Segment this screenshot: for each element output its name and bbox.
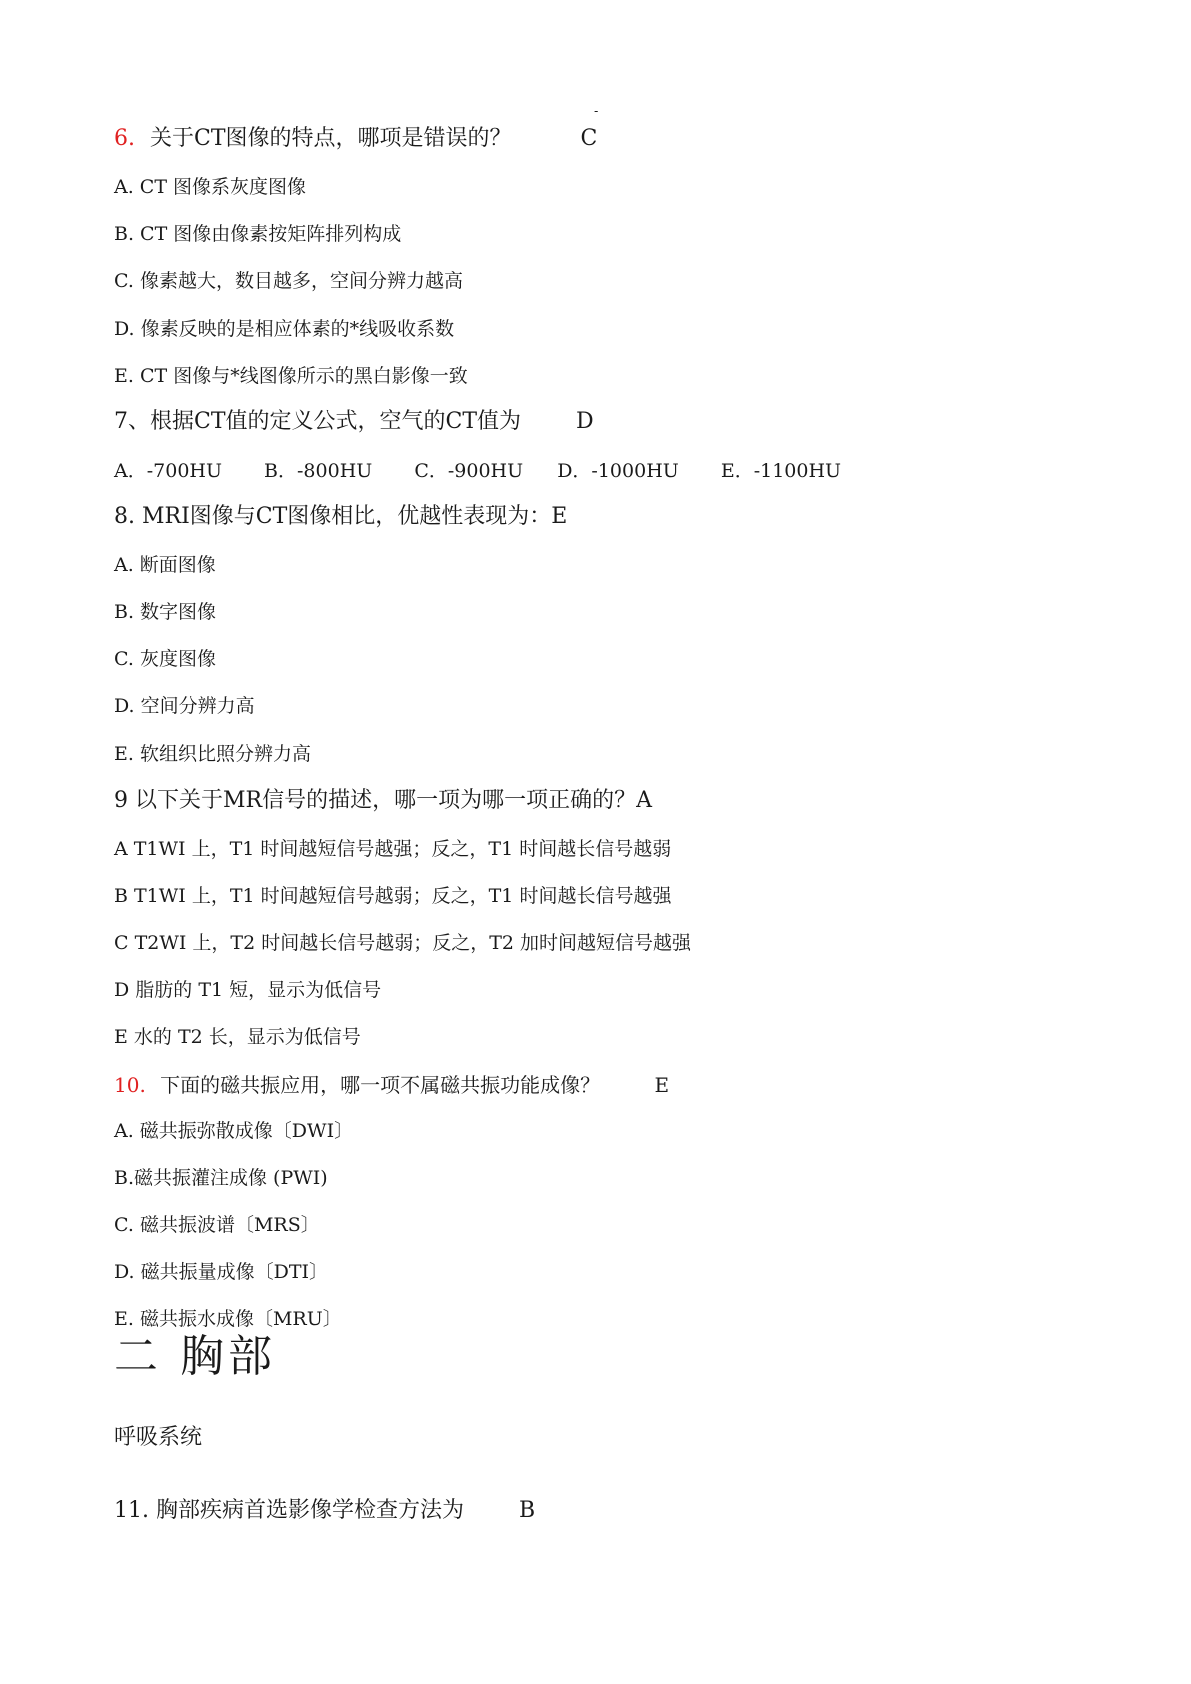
question-10 [114, 1075, 669, 1095]
question-6-option-c: C. 像素越大，数目越多，空间分辨力越高 [114, 270, 463, 292]
question-6-option-e: E. CT 图像与*线图像所示的黑白影像一致 [114, 365, 468, 387]
question-10-number: 10. [114, 1073, 146, 1097]
header-mark: - [594, 104, 599, 118]
question-6-answer: C [580, 126, 598, 151]
question-9-option-c: C T2WI 上，T2 时间越长信号越弱；反之，T2 加时间越短信号越强 [114, 932, 692, 954]
subsection-title: 呼吸系统 [114, 1425, 203, 1450]
question-8-option-a: A. 断面图像 [114, 554, 216, 576]
section-title: 二 胸部 [114, 1331, 276, 1382]
question-10-option-a: A. 磁共振弥散成像〔DWI〕 [114, 1120, 354, 1142]
question-7-answer: D [576, 409, 594, 434]
question-9-option-a: A T1WI 上，T1 时间越短信号越强；反之，T1 时间越长信号越弱 [114, 838, 672, 860]
question-7-option-b: B．-800HU [264, 460, 373, 482]
question-10-text: 下面的磁共振应用，哪一项不属磁共振功能成像？ [160, 1073, 601, 1097]
question-10-option-d: D. 磁共振量成像〔DTI〕 [114, 1261, 329, 1283]
question-7-option-a: A．-700HU [114, 460, 222, 482]
question-10-option-b: B.磁共振灌注成像 (PWI) [114, 1167, 328, 1189]
question-6-option-b: B. CT 图像由像素按矩阵排列构成 [114, 223, 402, 245]
question-9-option-e: E 水的 T2 长，显示为低信号 [114, 1026, 361, 1048]
question-7-options [114, 462, 841, 481]
question-10-option-c: C. 磁共振波谱〔MRS〕 [114, 1214, 320, 1236]
question-11 [114, 1500, 535, 1522]
question-11-text: 11. 胸部疾病首选影像学检查方法为 [114, 1498, 464, 1523]
question-8-option-c: C. 灰度图像 [114, 648, 216, 670]
question-8-option-d: D. 空间分辨力高 [114, 695, 255, 717]
question-8-option-e: E. 软组织比照分辨力高 [114, 743, 311, 765]
question-6-text: 关于CT图像的特点，哪项是错误的？ [150, 126, 512, 151]
question-7-option-c: C．-900HU [414, 460, 524, 482]
question-6-option-a: A. CT 图像系灰度图像 [114, 176, 307, 198]
question-6-number: 6. [114, 126, 135, 151]
question-6 [114, 128, 597, 150]
question-11-answer: B [518, 1498, 536, 1523]
question-7-option-e: E．-1100HU [720, 460, 842, 482]
question-10-answer: E [654, 1073, 670, 1097]
question-9-option-d: D 脂肪的 T1 短，显示为低信号 [114, 979, 382, 1001]
question-6-option-d: D. 像素反映的是相应体素的*线吸收系数 [114, 318, 455, 340]
question-9: 9 以下关于MR信号的描述，哪一项为哪一项正确的？A [114, 788, 652, 813]
question-7 [114, 411, 594, 433]
question-9-option-b: B T1WI 上，T1 时间越短信号越弱；反之，T1 时间越长信号越强 [114, 885, 672, 907]
question-7-text: 7、根据CT值的定义公式，空气的CT值为 [114, 409, 522, 434]
question-10-option-e: E. 磁共振水成像〔MRU〕 [114, 1308, 342, 1330]
question-8: 8. MRI图像与CT图像相比，优越性表现为：E [114, 504, 568, 529]
question-8-option-b: B. 数字图像 [114, 601, 217, 623]
question-7-option-d: D．-1000HU [557, 460, 679, 482]
